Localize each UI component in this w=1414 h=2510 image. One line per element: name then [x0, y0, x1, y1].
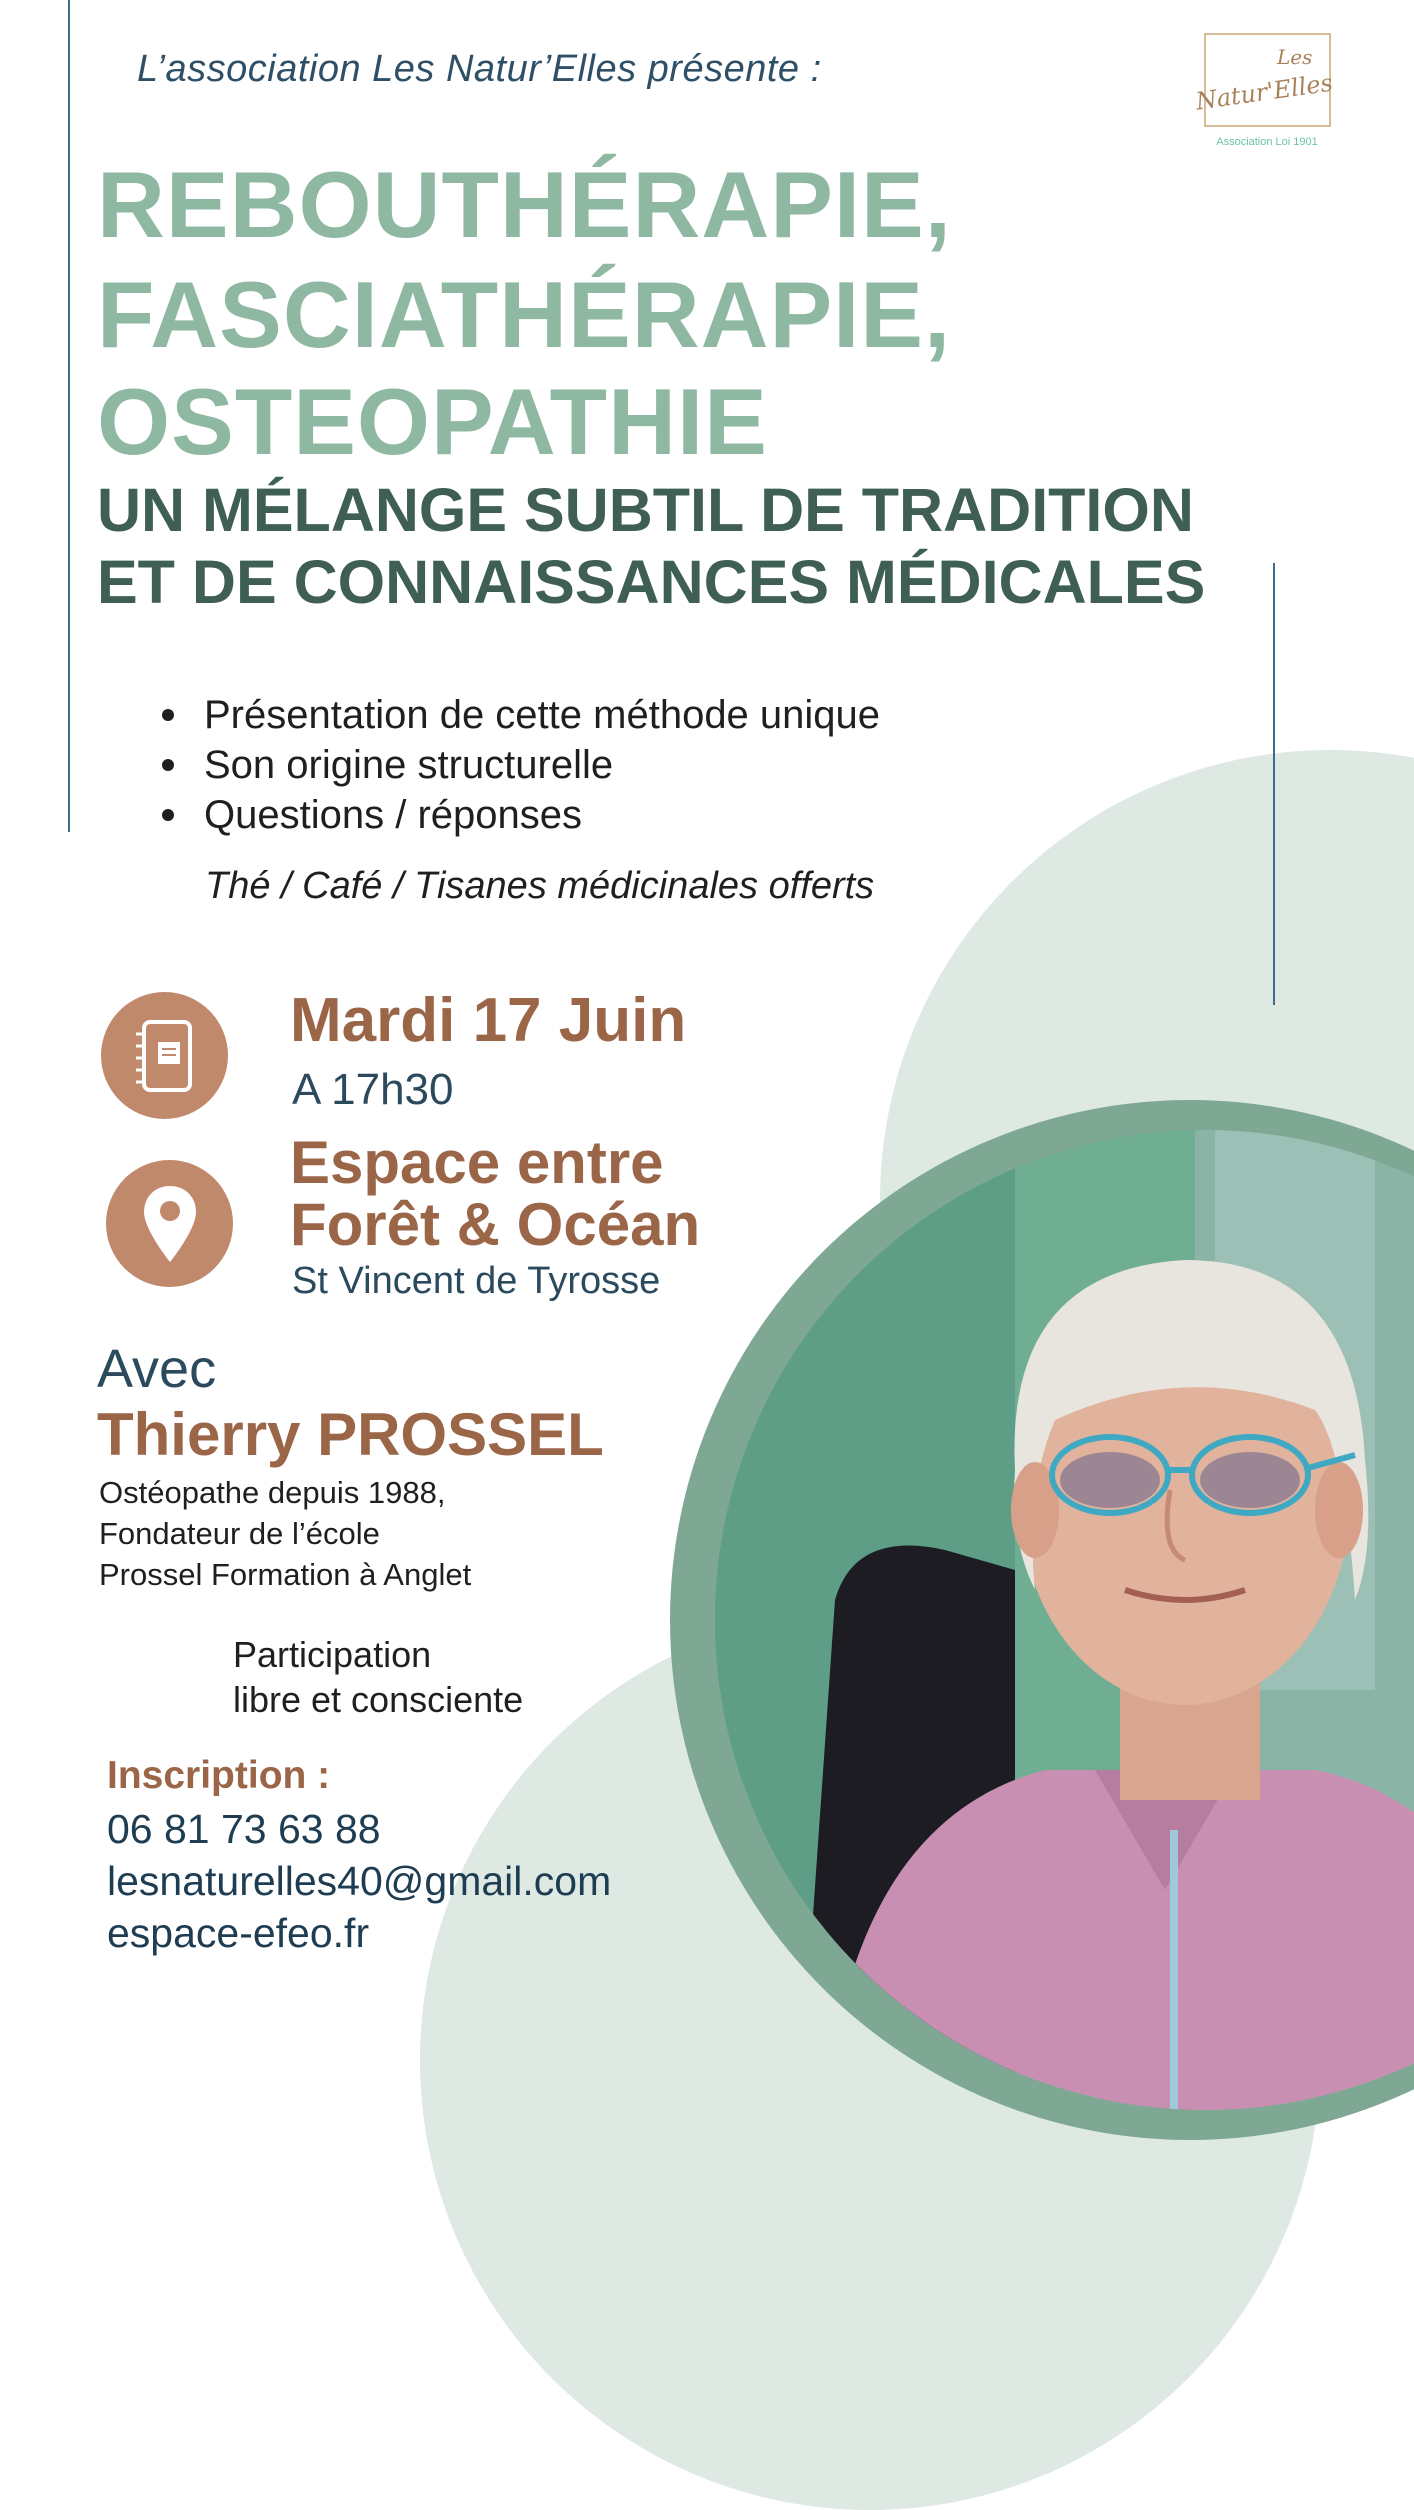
- participation-line-1: Participation: [233, 1634, 432, 1675]
- speaker-bio-line-3: Prossel Formation à Anglet: [99, 1557, 472, 1592]
- logo-script-name: Natur'Elles: [1195, 68, 1335, 116]
- association-logo: [1195, 30, 1340, 150]
- bullet-icon: [162, 809, 174, 821]
- intro-text: L’association Les Natur’Elles présente :: [137, 48, 822, 90]
- contact-website[interactable]: espace-efeo.fr: [107, 1910, 370, 1956]
- bullet-icon: [162, 759, 174, 771]
- right-divider-line: [1273, 563, 1275, 1005]
- speaker-bio: [99, 1472, 471, 1595]
- notebook-icon: [101, 992, 228, 1119]
- subtitle-line-1: UN MÉLANGE SUBTIL DE TRADITION: [97, 476, 1194, 544]
- event-place-line-1: Espace entre: [290, 1129, 664, 1196]
- list-item: [162, 690, 880, 740]
- participation-note: [233, 1632, 523, 1722]
- left-divider-line: [68, 0, 70, 832]
- contact-email[interactable]: lesnaturelles40@gmail.com: [107, 1858, 612, 1904]
- list-item: [162, 790, 880, 840]
- inscription-label: Inscription :: [107, 1754, 331, 1797]
- list-item-text: Son origine structurelle: [204, 743, 614, 787]
- title-line-3: OSTEOPATHIE: [97, 369, 768, 474]
- event-city: St Vincent de Tyrosse: [292, 1260, 661, 1302]
- topic-list: [162, 690, 880, 840]
- list-item: [162, 740, 880, 790]
- title-line-1: REBOUTHÉRAPIE,: [97, 152, 952, 257]
- participation-line-2: libre et consciente: [233, 1679, 524, 1720]
- speaker-bio-line-2: Fondateur de l’école: [99, 1516, 380, 1551]
- event-time: A 17h30: [292, 1065, 454, 1114]
- contact-phone[interactable]: 06 81 73 63 88: [107, 1806, 381, 1852]
- bullet-icon: [162, 709, 174, 721]
- event-place-line-2: Forêt & Océan: [290, 1191, 701, 1258]
- refreshments-note: Thé / Café / Tisanes médicinales offerts: [205, 865, 875, 907]
- logo-script-les: Les: [1277, 45, 1313, 69]
- speaker-name: Thierry PROSSEL: [97, 1401, 604, 1468]
- list-item-text: Présentation de cette méthode unique: [204, 693, 881, 737]
- logo-tagline: Association Loi 1901: [1216, 136, 1318, 148]
- subtitle-line-2: ET DE CONNAISSANCES MÉDICALES: [97, 548, 1206, 616]
- title-line-2: FASCIATHÉRAPIE,: [97, 262, 952, 367]
- speaker-intro: Avec: [97, 1339, 217, 1399]
- speaker-bio-line-1: Ostéopathe depuis 1988,: [99, 1475, 446, 1510]
- event-place: [290, 1129, 701, 1258]
- map-pin-icon: [106, 1160, 233, 1287]
- list-item-text: Questions / réponses: [204, 793, 582, 837]
- event-date: Mardi 17 Juin: [290, 986, 687, 1055]
